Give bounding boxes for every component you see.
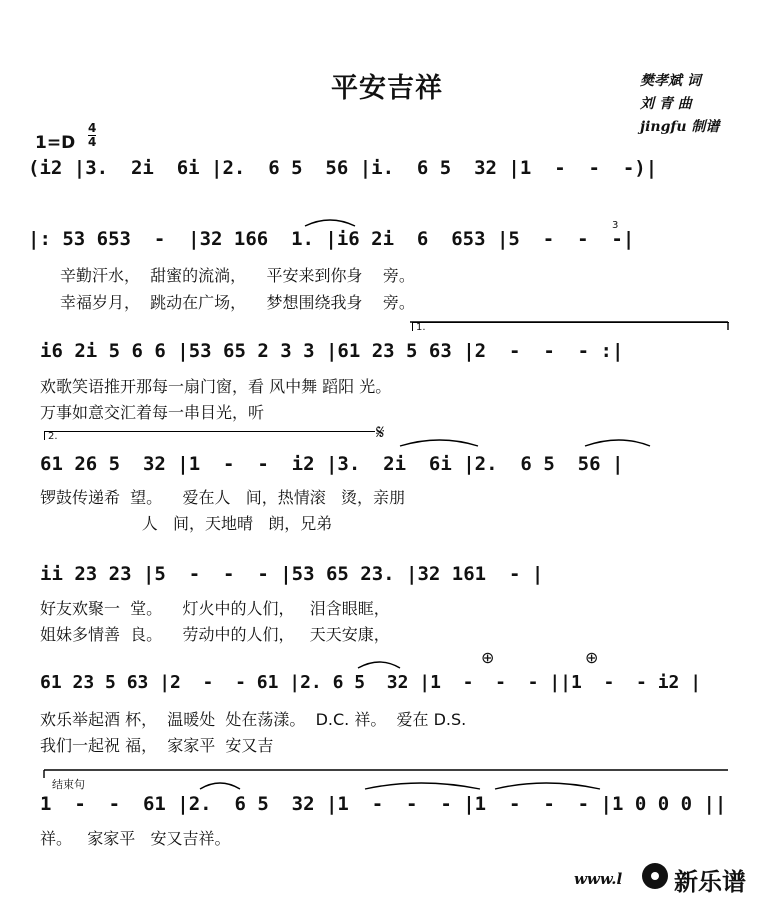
tie-arc	[365, 783, 480, 789]
lyric-line-5a: 好友欢聚一 堂。 灯火中的人们， 泪含眼眶，	[40, 599, 390, 618]
notes-line-4: 61 26 5 32 |1 - - i2 |3. 2i 6i |2. 6 5 56 |	[40, 453, 624, 475]
coda-icon: ⊕	[585, 648, 599, 667]
lyric-line-4a: 锣鼓传递希 望。 爱在人 间，热情滚 烫，亲朋	[40, 488, 406, 507]
time-sig-top: 4	[88, 121, 97, 135]
tie-arc	[305, 220, 355, 226]
coda-icon: ⊕	[481, 648, 495, 667]
key-signature: 1=D	[35, 133, 76, 153]
time-sig-bottom: 4	[88, 135, 97, 149]
lyric-line-6b: 我们一起祝 福， 家家平 安又吉	[40, 736, 274, 755]
lyric-line-5b: 姐妹多情善 良。 劳动中的人们， 天天安康，	[40, 625, 390, 644]
lyricist-credit: 樊孝斌 词	[640, 73, 701, 89]
lyric-line-3a: 欢歌笑语推开那每一扇门窗，看 风中舞 蹈阳 光。	[40, 377, 392, 396]
page-title: 平安吉祥	[331, 73, 443, 104]
composer-credit: 刘 青 曲	[640, 96, 692, 112]
watermark-site: 新乐谱	[674, 868, 746, 896]
notes-line-3: i6 2i 5 6 6 |53 65 2 3 3 |61 23 5 63 |2 - - - :|	[40, 340, 624, 362]
lyric-line-3b: 万事如意交汇着每一串目光，听	[40, 403, 265, 422]
arranger-credit: jingfu 制谱	[640, 119, 720, 135]
segno-icon: 𝄋	[376, 420, 385, 444]
notes-line-1: (i2 |3. 2i 6i |2. 6 5 56 |i. 6 5 32 |1 - - -)|	[28, 157, 658, 179]
notes-line-5: ii 23 23 |5 - - - |53 65 23. |32 161 - |	[40, 563, 544, 585]
lyric-line-4b: 人 间，天地晴 朗，兄弟	[40, 514, 333, 533]
second-ending-number: 2.	[48, 431, 58, 442]
watermark-url: www.l	[574, 870, 623, 888]
lyric-line-2b: 幸福岁月， 跳动在广场， 梦想围绕我身 旁。	[60, 293, 415, 312]
tie-arc	[200, 783, 240, 789]
tie-arc	[495, 783, 600, 789]
lyric-line-6a: 欢乐举起酒 杯， 温暖处 处在荡漾。 D.C. 祥。 爱在 D.S.	[40, 710, 467, 729]
tie-number-mark: 3	[612, 220, 619, 231]
notes-line-2: |: 53 653 - |32 166 1. |i6 2i 6 653 |5 - - -|	[28, 228, 635, 250]
notes-line-7: 1 - - 61 |2. 6 5 32 |1 - - - |1 - - - |1 0 0 0 ||	[40, 793, 727, 815]
ending-label: 结束句	[52, 778, 85, 791]
tie-arc	[400, 440, 478, 446]
first-ending-number: 1.	[416, 322, 426, 333]
lyric-line-7: 祥。 家家平 安又吉祥。	[40, 829, 231, 848]
tie-arc	[585, 440, 650, 446]
lyric-line-2a: 辛勤汗水， 甜蜜的流淌， 平安来到你身 旁。	[60, 266, 415, 285]
tie-arc	[358, 662, 400, 668]
notes-line-6: 61 23 5 63 |2 - - 61 |2. 6 5 32 |1 - - - ||1 - - i2 |	[40, 672, 702, 693]
